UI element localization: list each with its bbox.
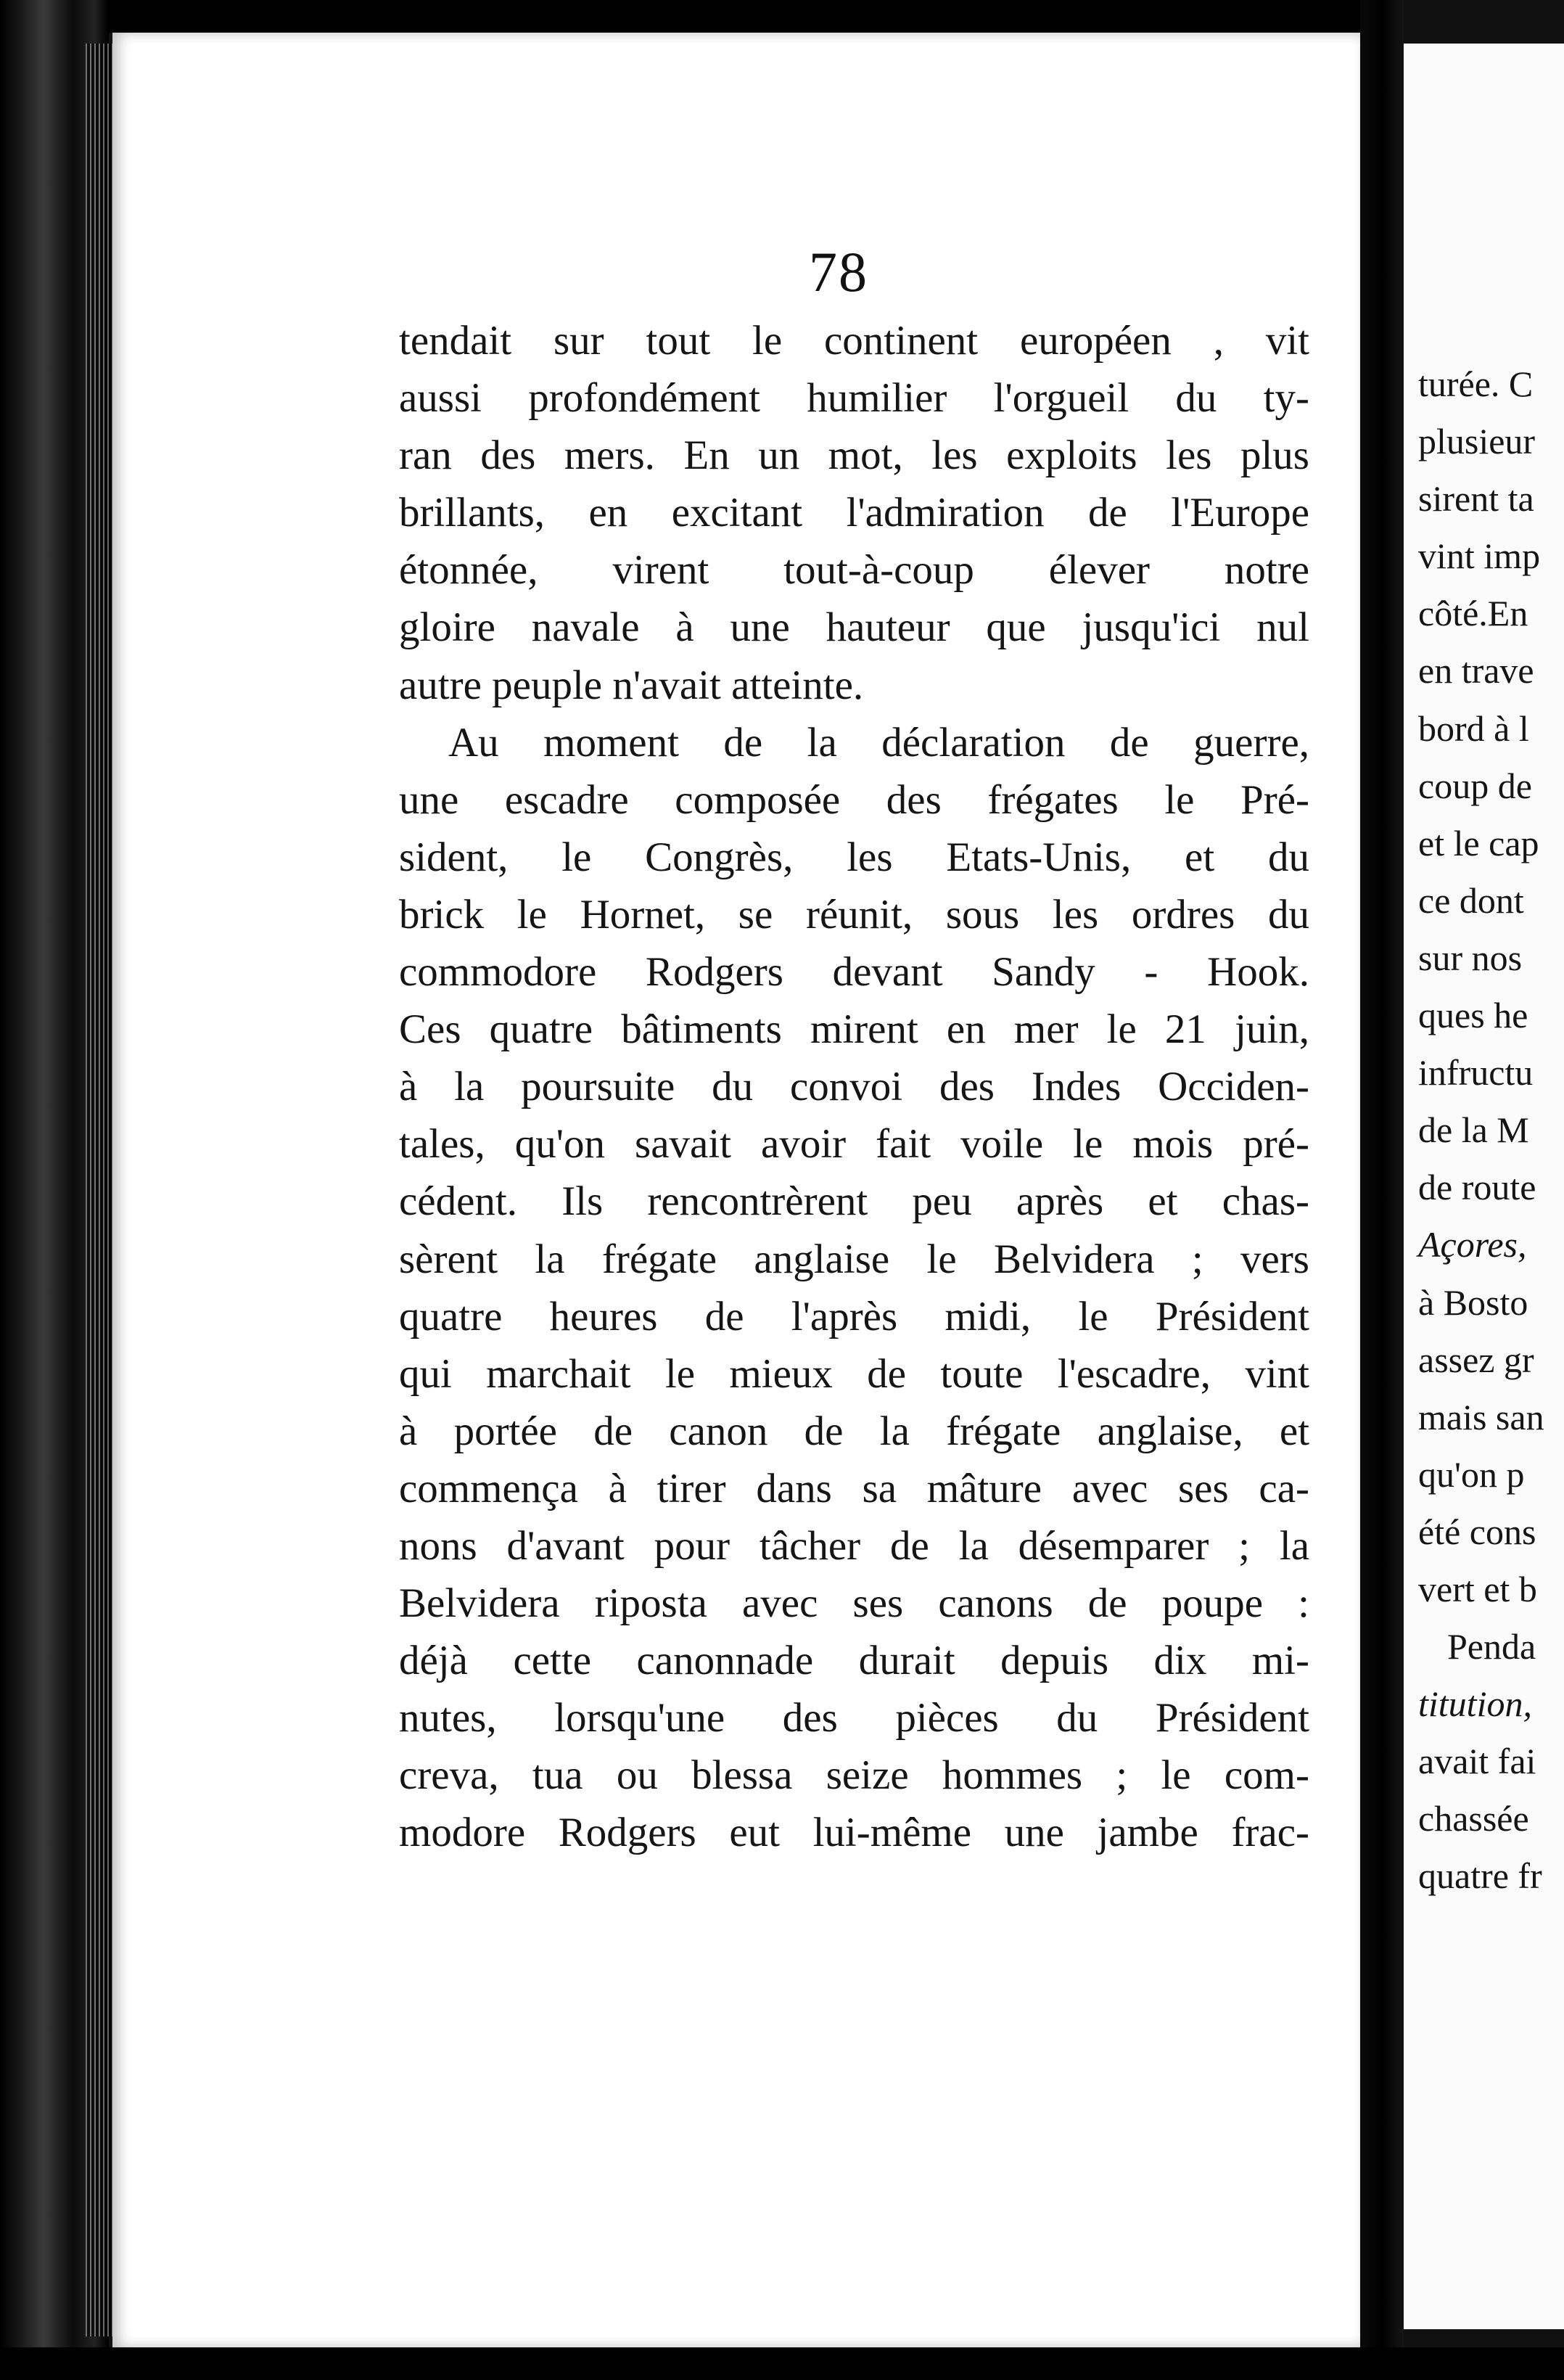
text-line: brick le Hornet, se réunit, sous les ordres du: [399, 891, 1309, 937]
text-line: nutes, lorsqu'une des pièces du Président: [399, 1695, 1309, 1741]
page-edges: [86, 44, 115, 2336]
text-line: nons d'avant pour tâcher de la désemparer ; la: [399, 1522, 1309, 1569]
text-line: Penda: [1447, 1626, 1536, 1667]
text-line: sident, le Congrès, les Etats-Unis, et du: [399, 834, 1309, 880]
page-number: 78: [809, 240, 868, 303]
text-line: été cons: [1418, 1511, 1536, 1552]
text-line: ran des mers. En un mot, les exploits les plus: [399, 432, 1309, 479]
text-line: à Bosto: [1418, 1281, 1528, 1323]
text-line: ques he: [1418, 995, 1528, 1036]
text-line: Ces quatre bâtiments mirent en mer le 21 juin,: [399, 1006, 1309, 1053]
text-line: brillants, en excitant l'admiration de l'Europe: [399, 490, 1309, 536]
text-line: titution,: [1418, 1683, 1532, 1725]
text-line: et le cap: [1418, 822, 1539, 863]
text-line: plusieur: [1418, 421, 1536, 462]
text-line: vert et b: [1418, 1568, 1537, 1609]
text-line: cédent. Ils rencontrèrent peu après et chas-: [399, 1178, 1309, 1225]
text-line: chassée: [1418, 1798, 1529, 1839]
text-line: turée. C: [1418, 364, 1534, 404]
text-line: Açores,: [1418, 1224, 1527, 1265]
text-line: mais san: [1418, 1396, 1544, 1437]
text-line: côté.En: [1418, 593, 1528, 634]
text-line: déjà cette canonnade durait depuis dix mi-: [399, 1638, 1309, 1684]
text-line: creva, tua ou blessa seize hommes ; le com-: [399, 1752, 1309, 1799]
text-line: tendait sur tout le continent européen , vit: [399, 318, 1309, 364]
text-line: modore Rodgers eut lui-même une jambe frac-: [399, 1810, 1309, 1856]
text-line: quatre heures de l'après midi, le Président: [399, 1293, 1309, 1339]
text-line: gloire navale à une hauteur que jusqu'ici nul: [399, 604, 1309, 651]
text-line: commença à tirer dans sa mâture avec ses ca-: [399, 1465, 1309, 1511]
text-line: infructu: [1418, 1052, 1534, 1093]
text-line: étonnée, virent tout-à-coup élever notre: [399, 547, 1309, 594]
right-page-text: [1418, 356, 1564, 1905]
text-line: qu'on p: [1418, 1453, 1525, 1495]
text-line: en trave: [1418, 650, 1534, 692]
text-line: sirent ta: [1418, 478, 1534, 520]
text-line: tales, qu'on savait avoir fait voile le mois pré-: [399, 1121, 1309, 1168]
text-line: avait fai: [1418, 1741, 1536, 1782]
text-line: une escadre composée des frégates le Pré-: [399, 776, 1309, 823]
text-line: à portée de canon de la frégate anglaise, et: [399, 1408, 1309, 1454]
text-line: coup de: [1418, 765, 1532, 806]
text-line: de route: [1418, 1167, 1536, 1208]
text-line: sur nos: [1418, 937, 1523, 978]
book-gutter: [1360, 0, 1404, 2380]
text-line: qui marchait le mieux de toute l'escadre, vint: [399, 1350, 1309, 1397]
text-line: sèrent la frégate anglaise le Belvidera ; vers: [399, 1236, 1309, 1282]
text-line: de la M: [1418, 1109, 1529, 1151]
text-line: Belvidera riposta avec ses canons de poupe :: [399, 1580, 1309, 1627]
text-line: autre peuple n'avait atteinte.: [399, 662, 864, 708]
text-line: Au moment de la déclaration de guerre,: [448, 719, 1309, 766]
scan-border-bottom: [0, 2347, 1564, 2380]
right-page: [1404, 44, 1564, 2329]
text-line: quatre fr: [1418, 1855, 1542, 1897]
scan-border-top: [109, 0, 1360, 33]
left-page-text: [399, 312, 1309, 1862]
text-line: vint imp: [1418, 536, 1541, 577]
text-line: assez gr: [1418, 1339, 1534, 1380]
text-line: ce dont: [1418, 879, 1524, 921]
text-line: bord à l: [1418, 707, 1529, 749]
text-line: à la poursuite du convoi des Indes Occiden-: [399, 1064, 1309, 1110]
text-line: commodore Rodgers devant Sandy - Hook.: [399, 949, 1309, 996]
text-line: aussi profondément humilier l'orgueil du ty-: [399, 375, 1309, 422]
